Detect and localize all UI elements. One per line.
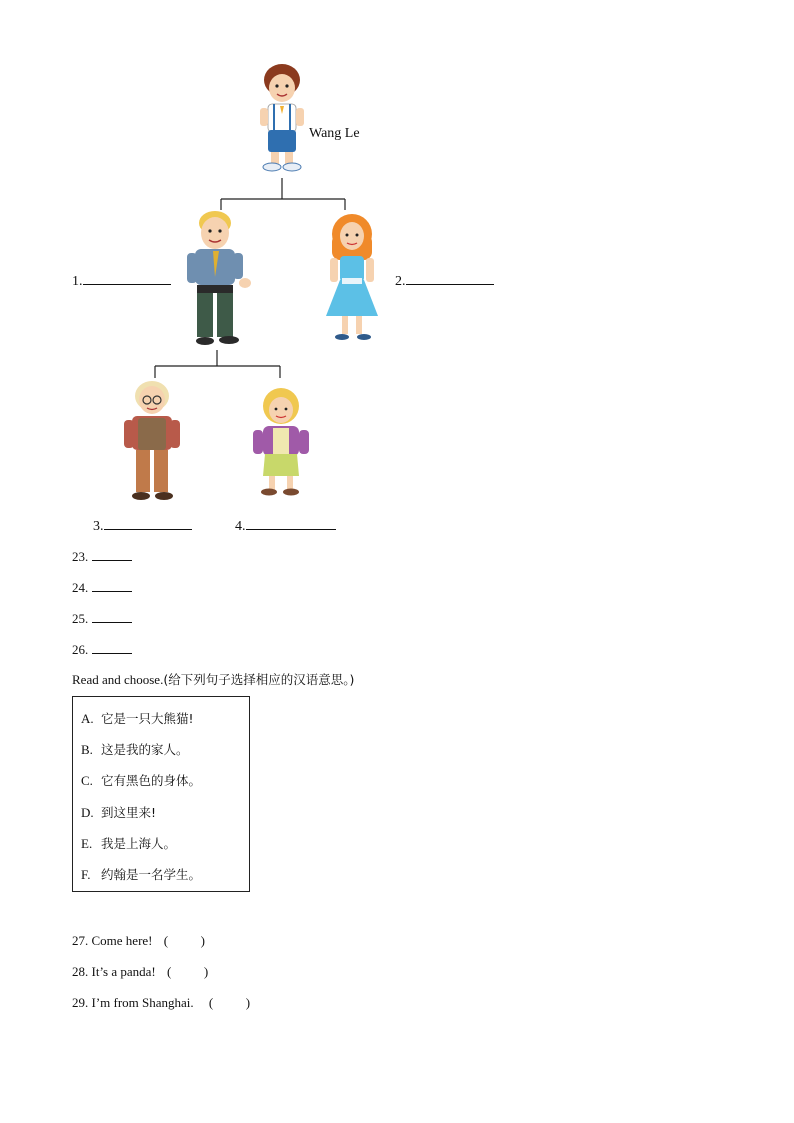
blank-4 [235,517,336,535]
choice-letter: B. [81,742,93,757]
answer-line[interactable] [92,548,132,561]
choice-d [81,803,156,821]
instruction-cn: (给下列句子选择相应的汉语意思。) [163,672,355,687]
choice-text: 它是一只大熊猫! [101,711,194,726]
answer-25 [72,610,132,627]
answer-paren[interactable]: ( ) [163,933,205,948]
choice-letter: A. [81,711,94,726]
choices-box [72,696,250,892]
choice-text: 到这里来! [101,805,157,820]
blank-1-number: 1. [72,274,83,289]
grandmother-illustration [249,386,311,501]
instruction-en: Read and choose. [72,672,164,687]
question-29 [72,995,250,1011]
answer-23 [72,548,132,565]
choice-letter: F. [81,867,91,882]
blank-2-line[interactable] [406,272,494,285]
answer-24 [72,579,132,596]
blank-4-line[interactable] [246,517,336,530]
choice-f [81,865,201,883]
father-illustration [185,207,257,347]
answer-number: 24. [72,580,89,595]
choice-text: 它有黑色的身体。 [101,773,202,788]
top-name-label: Wang Le [309,126,360,141]
choice-text: 约翰是一名学生。 [101,867,202,882]
choice-letter: C. [81,773,93,788]
answer-number: 26. [72,642,89,657]
choice-letter: D. [81,805,94,820]
choice-b [81,740,189,758]
answer-26 [72,641,132,658]
blank-2-number: 2. [395,274,406,289]
answer-line[interactable] [92,641,132,654]
blank-4-number: 4. [235,519,246,534]
mother-illustration [322,212,382,342]
choice-text: 这是我的家人。 [101,742,189,757]
grandfather-illustration [122,378,182,503]
choice-a [81,709,194,727]
section-instruction [72,672,354,688]
question-27 [72,933,205,949]
answer-number: 23. [72,549,89,564]
answer-number: 25. [72,611,89,626]
blank-1 [72,272,171,290]
answer-paren[interactable]: ( ) [208,995,251,1010]
choice-e [81,834,176,852]
choice-text: 我是上海人。 [101,836,177,851]
answer-paren[interactable]: ( ) [167,964,209,979]
answer-line[interactable] [92,610,132,623]
question-text: 27. Come here! [72,933,153,948]
boy-illustration [254,62,314,177]
blank-1-line[interactable] [83,272,171,285]
blank-3 [93,517,192,535]
blank-3-line[interactable] [104,517,192,530]
blank-3-number: 3. [93,519,104,534]
question-text: 29. I’m from Shanghai. [72,995,194,1010]
question-28 [72,964,208,980]
question-text: 28. It’s a panda! [72,964,156,979]
choice-c [81,771,201,789]
choice-letter: E. [81,836,93,851]
blank-2 [395,272,494,290]
answer-line[interactable] [92,579,132,592]
